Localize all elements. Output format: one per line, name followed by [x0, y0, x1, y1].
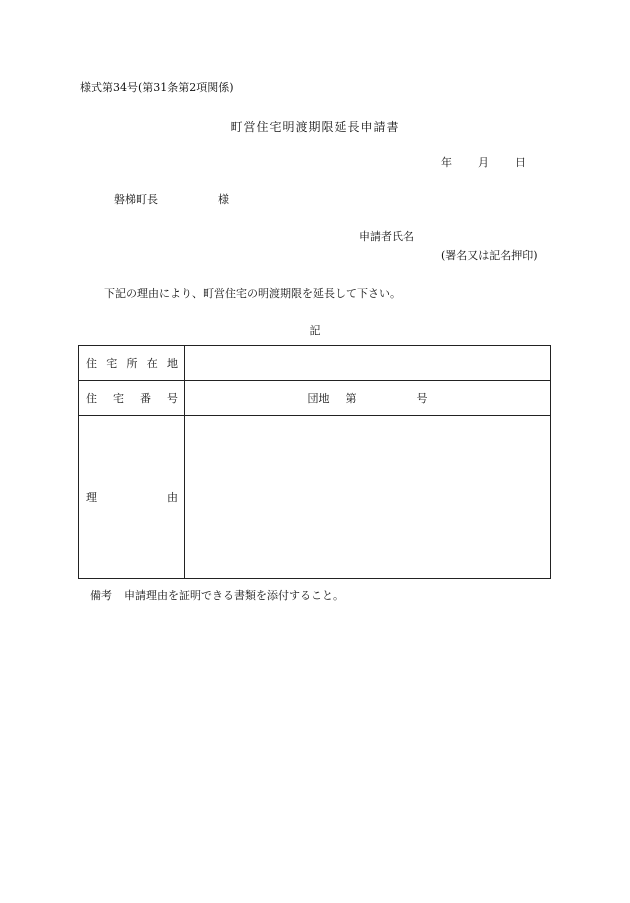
remarks-text: 申請理由を証明できる書類を添付すること。 — [124, 589, 344, 602]
date-month-label: 月 — [478, 156, 489, 169]
ki-label: 記 — [309, 324, 321, 337]
applicant-name-label: 申請者氏名 — [359, 230, 414, 243]
remarks-label: 備考 — [90, 589, 112, 602]
go-label: 号 — [416, 392, 428, 405]
reason-label-cell — [79, 416, 185, 579]
label-char: 住 — [86, 392, 97, 405]
reason-label — [79, 489, 184, 505]
label-char: 住 — [86, 357, 97, 370]
label-char: 宅 — [106, 357, 118, 370]
label-char: 在 — [146, 357, 158, 370]
table-row-reason — [79, 416, 551, 579]
label-char: 宅 — [113, 392, 124, 405]
danchi-label: 団地 — [307, 392, 330, 405]
number-value-field[interactable] — [185, 381, 551, 416]
seal-note: (署名又は記名押印) — [441, 249, 538, 262]
form-number: 様式第34号(第31条第2項関係) — [80, 81, 234, 94]
label-char: 地 — [167, 357, 178, 370]
address-value-field[interactable] — [185, 346, 551, 381]
address-label — [79, 355, 184, 371]
label-char: 理 — [86, 491, 97, 504]
address-label-cell — [79, 346, 185, 381]
date-day-label: 日 — [515, 156, 526, 169]
document-title: 町営住宅明渡期限延長申請書 — [230, 120, 400, 134]
number-label-cell — [79, 381, 185, 416]
date-line — [441, 157, 526, 168]
reason-value-field[interactable] — [185, 416, 551, 579]
label-char: 由 — [167, 491, 178, 504]
addressee-name: 磐梯町長 — [114, 193, 158, 206]
label-char: 号 — [167, 392, 178, 405]
table-row-number — [79, 381, 551, 416]
number-label — [79, 390, 184, 406]
date-year-label: 年 — [441, 156, 452, 169]
detail-table — [78, 345, 551, 579]
table-row-address — [79, 346, 551, 381]
remarks — [90, 590, 344, 601]
label-char: 所 — [126, 357, 138, 370]
dai-label: 第 — [345, 392, 357, 405]
addressee-honorific: 様 — [218, 193, 229, 206]
label-char: 番 — [140, 392, 151, 405]
request-sentence: 下記の理由により、町営住宅の明渡期限を延長して下さい。 — [104, 287, 401, 300]
